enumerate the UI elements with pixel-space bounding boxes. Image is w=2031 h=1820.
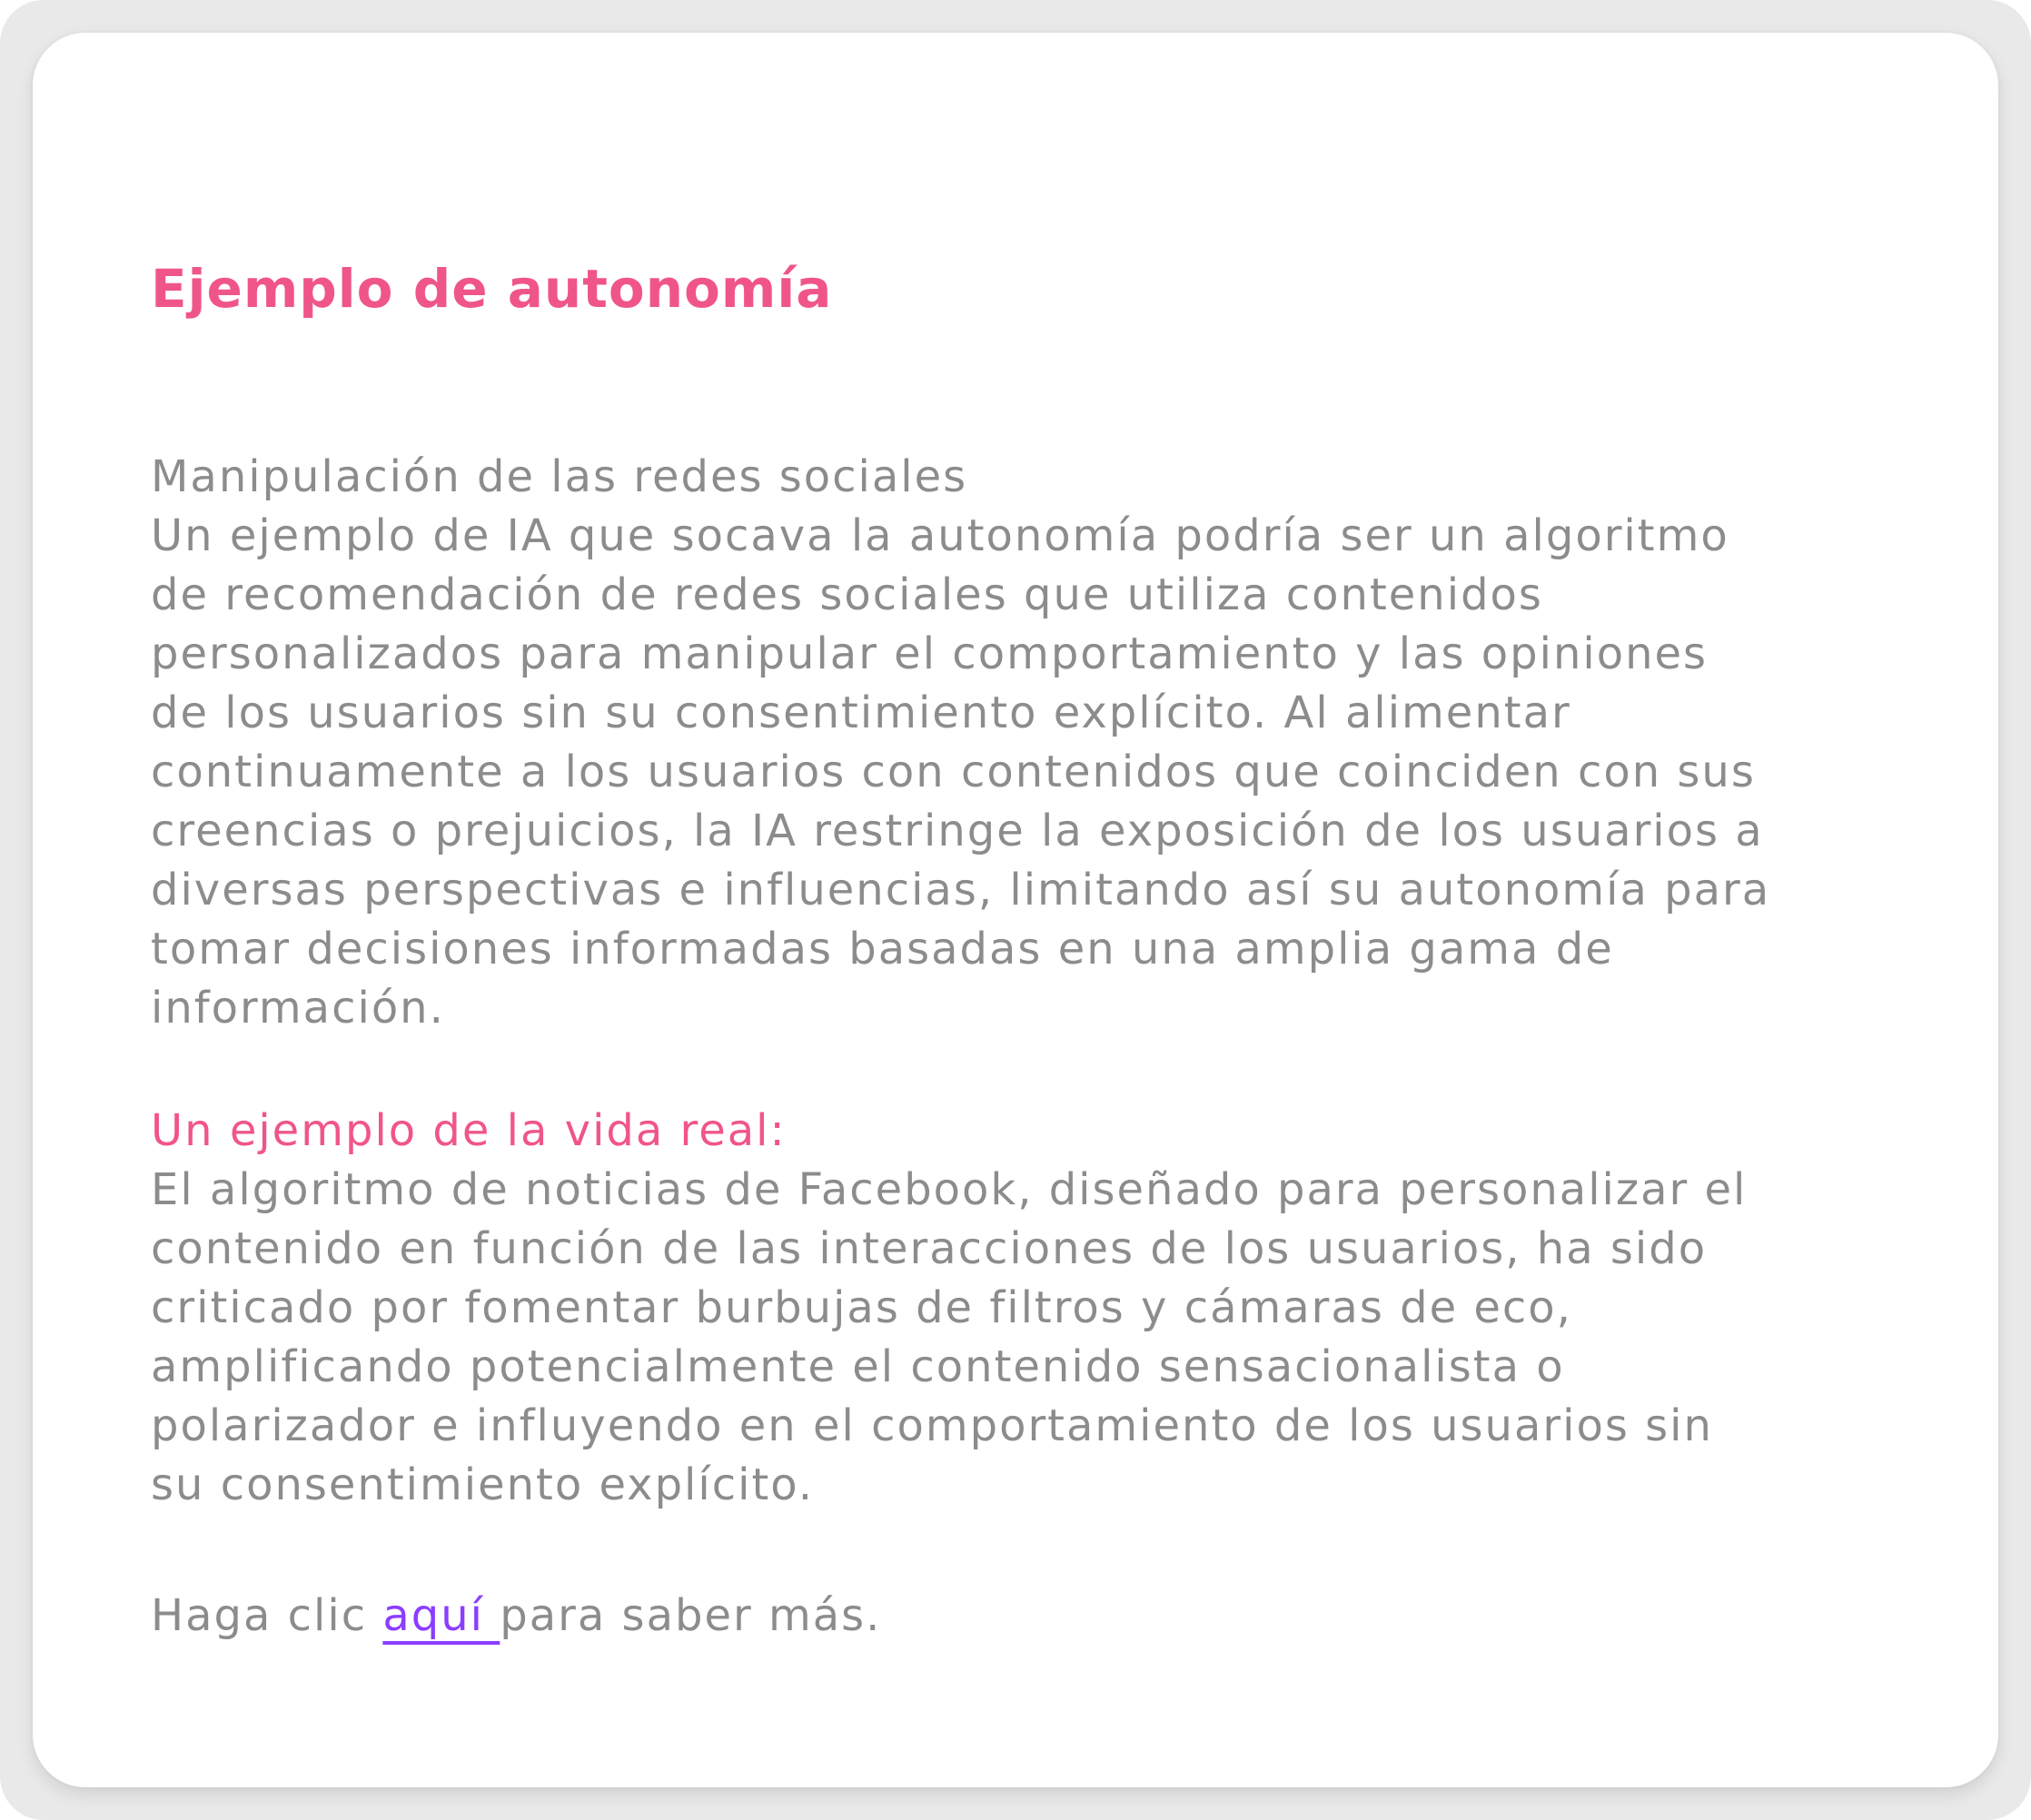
paragraph-line: personalizados para manipular el comportamiento y las opiniones (151, 628, 1709, 679)
page-title: Ejemplo de autonomía (151, 258, 833, 320)
paragraph-line: de los usuarios sin su consentimiento explícito. Al alimentar (151, 687, 1571, 738)
paragraph-line: contenido en función de las interacciones de los usuarios, ha sido (151, 1223, 1708, 1274)
paragraph-line: tomar decisiones informadas basadas en una amplia gama de (151, 924, 1614, 974)
paragraph-line: criticado por fomentar burbujas de filtros y cámaras de eco, (151, 1282, 1572, 1333)
cta-suffix: para saber más. (500, 1590, 882, 1641)
subheading-real-life-example: Un ejemplo de la vida real: (151, 1105, 787, 1156)
paragraph-line: polarizador e influyendo en el comportamiento de los usuarios sin (151, 1400, 1713, 1451)
paragraph-line: El algoritmo de noticias de Facebook, diseñado para personalizar el (151, 1164, 1748, 1215)
paragraph-line: Manipulación de las redes sociales (151, 451, 968, 502)
cta-prefix: Haga clic (151, 1590, 383, 1641)
link-aqui[interactable]: aquí (382, 1590, 500, 1641)
paragraph-line: continuamente a los usuarios con contenidos que coinciden con sus (151, 747, 1756, 797)
paragraph-line: información. (151, 983, 445, 1034)
paragraph-line: su consentimiento explícito. (151, 1459, 815, 1510)
paragraph-line: diversas perspectivas e influencias, limitando así su autonomía para (151, 865, 1771, 915)
paragraph-line: Un ejemplo de IA que socava la autonomía podría ser un algoritmo (151, 510, 1729, 561)
paragraph-manipulation (151, 448, 1889, 1038)
content-card (33, 33, 1998, 1787)
paragraph-facebook (151, 1161, 1889, 1515)
cta-line (151, 1587, 1889, 1646)
paragraph-line: de recomendación de redes sociales que utiliza contenidos (151, 569, 1543, 620)
paragraph-line: creencias o prejuicios, la IA restringe la exposición de los usuarios a (151, 806, 1764, 856)
paragraph-line: amplificando potencialmente el contenido sensacionalista o (151, 1341, 1565, 1392)
